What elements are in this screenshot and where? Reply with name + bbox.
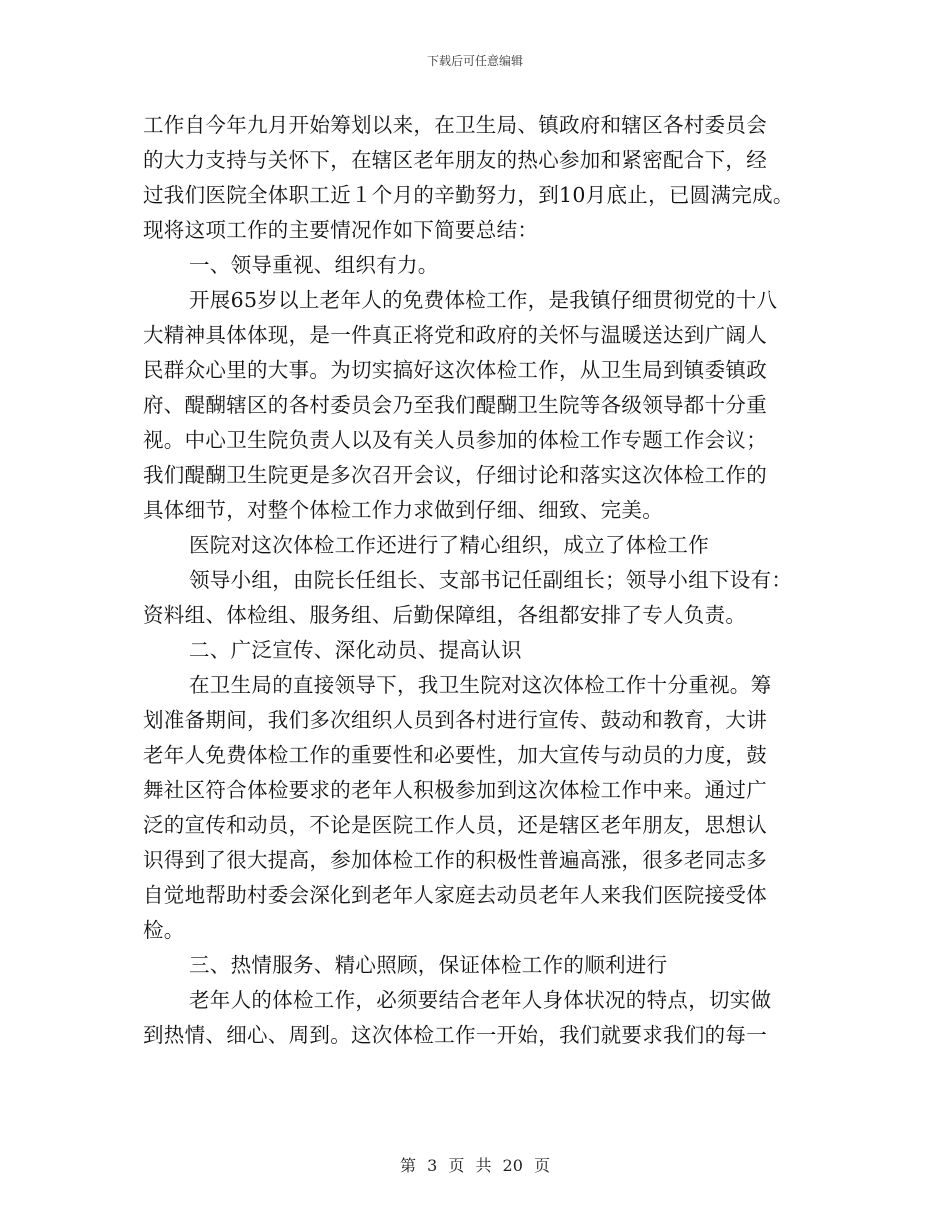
text-line: 泛的宣传和动员，不论是医院工作人员，还是辖区老年朋友，思想认 [143,813,767,837]
page-footer: 第 3 页 共 20 页 [400,1156,550,1175]
text-line: 民群众心里的大事。为切实搞好这次体检工作，从卫生局到镇委镇政 [143,358,767,382]
text-line: 工作自今年九月开始筹划以来，在卫生局、镇政府和辖区各村委员会 [143,113,767,137]
text-line: 资料组、体检组、服务组、后勤保障组，各组都安排了专人负责。 [143,603,747,627]
text-line: 现将这项工作的主要情况作如下简要总结： [143,218,539,242]
text-line: 领导小组，由院长任组长、支部书记任副组长；领导小组下设有： [189,568,793,592]
text-line: 的大力支持与关怀下，在辖区老年朋友的热心参加和紧密配合下，经 [143,148,767,172]
text-line: 大精神具体体现，是一件真正将党和政府的关怀与温暖送达到广阔人 [143,323,767,347]
text-line: 府、醍醐辖区的各村委员会乃至我们醍醐卫生院等各级领导都十分重 [143,393,767,417]
text-line: 老年人免费体检工作的重要性和必要性，加大宣传与动员的力度，鼓 [143,743,767,767]
text-line: 一、领导重视、组织有力。 [189,253,439,277]
text-line: 检。 [143,918,185,942]
text-line: 具体细节，对整个体检工作力求做到仔细、细致、完美。 [143,498,663,522]
text-line: 自觉地帮助村委会深化到老年人家庭去动员老年人来我们医院接受体 [143,883,767,907]
text-line: 视。中心卫生院负责人以及有关人员参加的体检工作专题工作会议； [143,428,767,452]
document-body [143,108,813,1053]
text-line: 我们醍醐卫生院更是多次召开会议，仔细讨论和落实这次体检工作的 [143,463,767,487]
text-line: 三、热情服务、精心照顾，保证体检工作的顺利进行 [189,953,668,977]
text-line: 舞社区符合体检要求的老年人积极参加到这次体检工作中来。通过广 [143,778,767,802]
page-header: 下载后可任意编辑 [426,54,523,68]
text-line: 划准备期间，我们多次组织人员到各村进行宣传、鼓动和教育，大讲 [143,708,767,732]
text-line: 二、广泛宣传、深化动员、提高认识 [189,638,522,662]
text-line: 到热情、细心、周到。这次体检工作一开始，我们就要求我们的每一 [143,1023,767,1047]
text-line: 老年人的体检工作，必须要结合老年人身体状况的特点，切实做 [189,988,772,1012]
text-line: 医院对这次体检工作还进行了精心组织，成立了体检工作 [189,533,709,557]
text-line: 开展65岁以上老年人的免费体检工作，是我镇仔细贯彻党的十八 [189,288,778,312]
text-line: 过我们医院全体职工近１个月的辛勤努力，到10月底止，已圆满完成。 [143,183,794,207]
text-line: 识得到了很大提高，参加体检工作的积极性普遍高涨，很多老同志多 [143,848,767,872]
text-line: 在卫生局的直接领导下，我卫生院对这次体检工作十分重视。筹 [189,673,772,697]
